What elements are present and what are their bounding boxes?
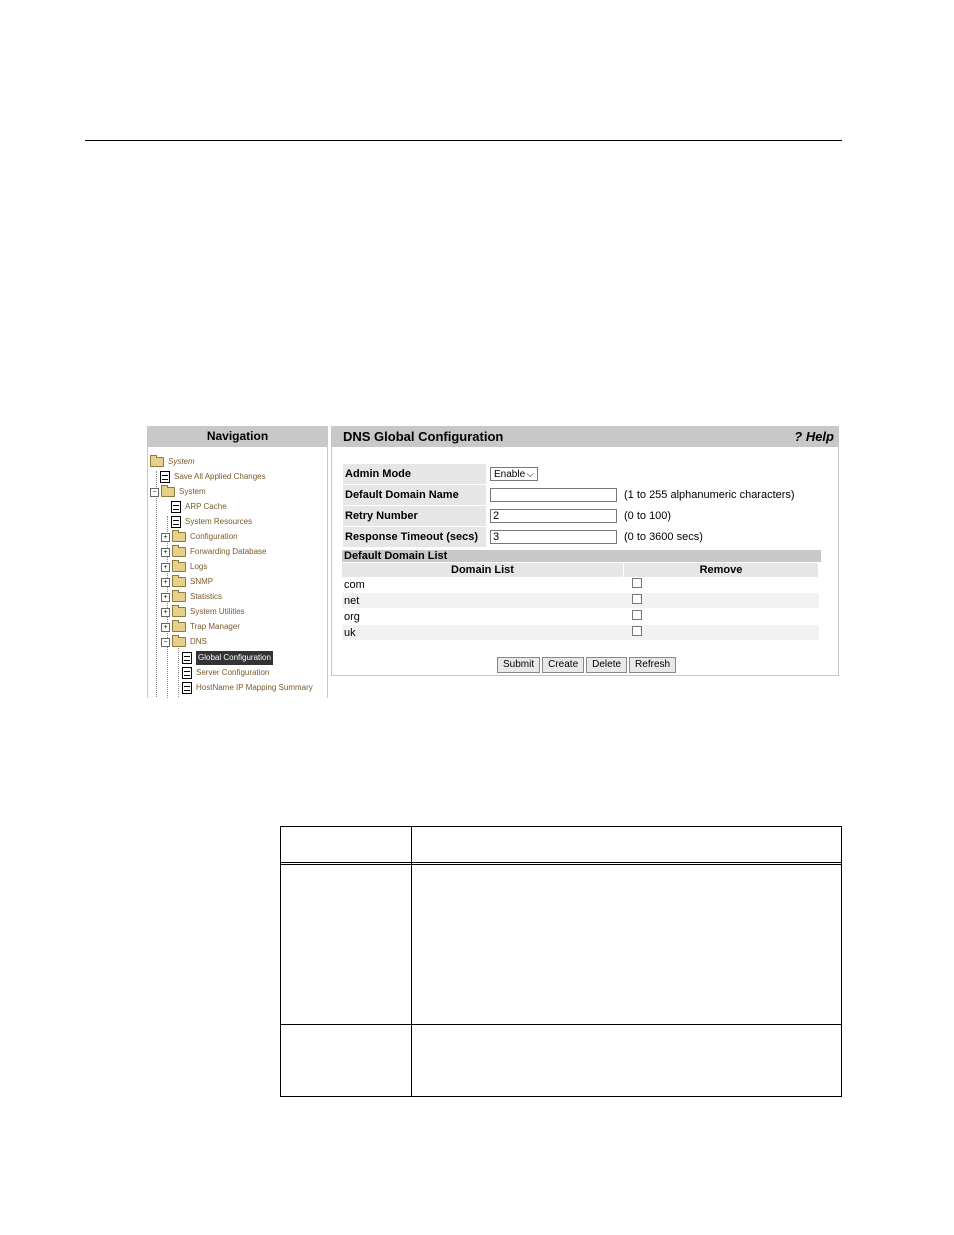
tree-item-global-configuration[interactable] (182, 651, 273, 665)
domain-cell: net (342, 593, 624, 609)
page-icon (182, 652, 192, 664)
tree-item-label: System (168, 457, 195, 466)
domain-list-column-header: Domain List (342, 563, 624, 577)
tree-item-trap-manager[interactable] (161, 620, 240, 634)
tree-item-system[interactable] (150, 485, 206, 499)
help-link[interactable]: ? Help (794, 429, 834, 444)
navigation-title: Navigation (148, 426, 327, 447)
tree-item-forwarding-database[interactable] (161, 545, 266, 559)
collapse-icon[interactable]: − (161, 638, 170, 647)
tree-item-label: Server Configuration (196, 668, 270, 677)
domain-list-table (342, 563, 819, 641)
response-timeout-input[interactable]: 3 (490, 530, 617, 544)
tree-item-label: Forwarding Database (190, 547, 267, 556)
tree-item-statistics[interactable] (161, 590, 222, 604)
folder-open-icon (161, 487, 175, 497)
default-domain-name-input[interactable] (490, 488, 617, 502)
page-icon (160, 471, 170, 483)
response-timeout-row (343, 527, 703, 547)
tree-item-label: Configuration (190, 532, 238, 541)
folder-icon (172, 547, 186, 557)
remove-checkbox[interactable] (632, 578, 642, 588)
expand-icon[interactable]: + (161, 548, 170, 557)
table-row-divider (281, 1024, 841, 1025)
retry-number-input[interactable]: 2 (490, 509, 617, 523)
admin-mode-label: Admin Mode (343, 464, 486, 484)
default-domain-name-row (343, 485, 795, 505)
expand-icon[interactable]: + (161, 593, 170, 602)
table-row (342, 593, 819, 609)
domain-cell: org (342, 609, 624, 625)
tree-item-system-utilities[interactable] (161, 605, 245, 619)
tree-item-server-configuration[interactable] (182, 666, 269, 680)
collapse-icon[interactable]: − (150, 488, 159, 497)
response-timeout-label: Response Timeout (secs) (343, 527, 486, 547)
tree-guide-line (156, 471, 157, 698)
table-row (342, 625, 819, 641)
action-buttons (497, 657, 676, 673)
table-row (342, 609, 819, 625)
tree-item-label: System Resources (185, 517, 253, 526)
tree-item-label: Save All Applied Changes (174, 472, 266, 481)
tree-item-hostname-ip-mapping-summary[interactable] (182, 681, 313, 695)
tree-item-system-root[interactable] (150, 455, 195, 469)
admin-mode-row (343, 464, 538, 484)
tree-item-label: Logs (190, 562, 208, 571)
default-domain-list-title: Default Domain List (342, 550, 821, 562)
expand-icon[interactable]: + (161, 623, 170, 632)
folder-icon (172, 607, 186, 617)
chevron-down-icon: ⌵ (526, 468, 534, 480)
tree-item-system-resources[interactable] (171, 515, 252, 529)
description-table (280, 826, 842, 1097)
folder-open-icon (172, 637, 186, 647)
tree-item-snmp[interactable] (161, 575, 213, 589)
remove-cell (624, 577, 819, 593)
remove-column-header: Remove (624, 563, 819, 577)
table-row (342, 577, 819, 593)
domain-cell: uk (342, 625, 624, 641)
table-column-divider (411, 827, 412, 1096)
tree-item-label: ARP Cache (185, 502, 227, 511)
folder-icon (172, 532, 186, 542)
refresh-button[interactable]: Refresh (629, 657, 676, 673)
remove-cell (624, 625, 819, 641)
navigation-panel (147, 426, 328, 698)
response-timeout-hint: (0 to 3600 secs) (624, 531, 703, 543)
expand-icon[interactable]: + (161, 578, 170, 587)
default-domain-name-hint: (1 to 255 alphanumeric characters) (624, 489, 795, 501)
page-icon (182, 667, 192, 679)
retry-number-label: Retry Number (343, 506, 486, 526)
tree-item-label: Trap Manager (190, 622, 240, 631)
folder-icon (172, 622, 186, 632)
default-domain-name-label: Default Domain Name (343, 485, 486, 505)
retry-number-row (343, 506, 671, 526)
tree-item-configuration[interactable] (161, 530, 238, 544)
panel-header (332, 426, 838, 447)
tree-item-label-selected: Global Configuration (196, 651, 273, 665)
create-button[interactable]: Create (542, 657, 584, 673)
page-title: DNS Global Configuration (343, 429, 504, 444)
admin-mode-value: Enable (494, 468, 526, 480)
folder-icon (172, 592, 186, 602)
dns-global-configuration-panel (331, 426, 839, 676)
page-icon (171, 516, 181, 528)
expand-icon[interactable]: + (161, 563, 170, 572)
tree-item-label: SNMP (190, 577, 214, 586)
remove-checkbox[interactable] (632, 626, 642, 636)
tree-item-label: DNS (190, 637, 207, 646)
folder-icon (172, 577, 186, 587)
remove-cell (624, 609, 819, 625)
admin-mode-select[interactable] (490, 467, 538, 481)
remove-checkbox[interactable] (632, 594, 642, 604)
expand-icon[interactable]: + (161, 533, 170, 542)
tree-item-arp-cache[interactable] (171, 500, 227, 514)
tree-item-logs[interactable] (161, 560, 207, 574)
retry-number-hint: (0 to 100) (624, 510, 672, 522)
expand-icon[interactable]: + (161, 608, 170, 617)
page-icon (171, 501, 181, 513)
delete-button[interactable]: Delete (586, 657, 627, 673)
tree-item-label: System (179, 487, 206, 496)
page-icon (182, 682, 192, 694)
tree-item-save-all-applied-changes[interactable] (160, 470, 266, 484)
tree-item-dns[interactable] (161, 635, 207, 649)
folder-icon (150, 457, 164, 467)
remove-cell (624, 593, 819, 609)
tree-item-label: Statistics (190, 592, 223, 601)
table-header-divider (281, 862, 841, 865)
folder-icon (172, 562, 186, 572)
submit-button[interactable]: Submit (497, 657, 540, 673)
remove-checkbox[interactable] (632, 610, 642, 620)
domain-list-header-row (342, 563, 819, 577)
domain-cell: com (342, 577, 624, 593)
page-top-rule (85, 140, 842, 141)
tree-item-label: HostName IP Mapping Summary (196, 683, 313, 692)
tree-item-label: System Utilities (190, 607, 245, 616)
